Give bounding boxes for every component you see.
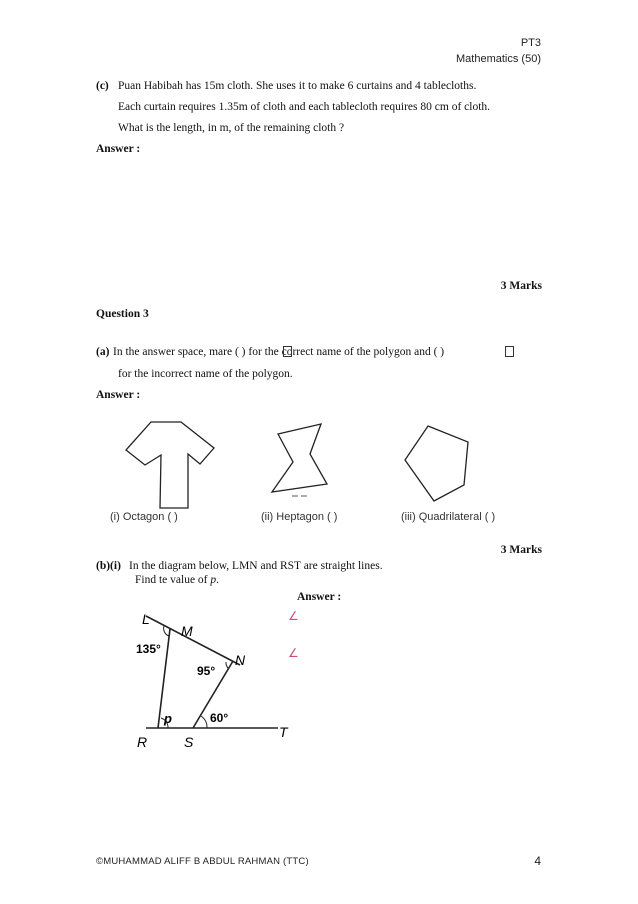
label-L: L (142, 611, 150, 627)
polygon-label-ii: (ii) Heptagon ( ) (261, 511, 338, 523)
polygon-label-iii: (iii) Quadrilateral ( ) (401, 511, 496, 523)
angle-95-label: 95° (197, 664, 216, 678)
label-M: M (181, 623, 193, 639)
header-subject: Mathematics (50) (456, 53, 541, 65)
q3b-variable-p: p (210, 574, 217, 586)
part-c-answer-label: Answer : (96, 143, 141, 155)
missing-glyph-box (505, 346, 514, 357)
angle-135-label: 135° (136, 642, 161, 656)
answer-angle-mark: ∠ (288, 646, 299, 660)
question-3-title: Question 3 (96, 308, 149, 320)
geometry-diagram (128, 606, 308, 756)
q3a-answer-label: Answer : (96, 389, 141, 401)
footer-copyright: ©MUHAMMAD ALIFF B ABDUL RAHMAN (TTC) (96, 856, 309, 867)
part-c-marks: 3 Marks (500, 280, 542, 292)
label-R: R (137, 734, 148, 750)
q3b-line2-prefix: Find te value of (135, 574, 208, 586)
polygon-label-i: (i) Octagon ( ) (110, 511, 178, 523)
polygon-shape-iii (405, 426, 468, 501)
angle-60-label: 60° (210, 711, 229, 725)
q3b-label: (b)(i) (96, 560, 121, 572)
polygon-shape-ii (272, 424, 327, 492)
q3a-marks: 3 Marks (500, 544, 542, 556)
header-code: PT3 (520, 37, 541, 49)
label-N: N (235, 652, 246, 668)
q3a-line2: for the incorrect name of the polygon. (118, 368, 293, 380)
part-c-label: (c) (96, 80, 109, 92)
q3b-line1: In the diagram below, LMN and RST are straight lines. (129, 560, 383, 572)
angle-p-label: p (164, 711, 172, 726)
part-c-line1: Puan Habibah has 15m cloth. She uses it to make 6 curtains and 4 tablecloths. (118, 80, 477, 92)
page-number: 4 (534, 854, 541, 868)
q3b-answer-label: Answer : (297, 591, 342, 603)
label-S: S (184, 734, 194, 750)
q3a-line1: In the answer space, mare ( ) for the correct name of the polygon and ( ) (113, 346, 445, 358)
part-c-line3: What is the length, in m, of the remaining cloth ? (118, 122, 345, 134)
missing-glyph-box (283, 346, 292, 357)
answer-angle-mark: ∠ (288, 609, 299, 623)
q3b-line2: Find te value of p. (135, 574, 219, 586)
q3a-label: (a) (96, 346, 110, 358)
polygon-shape-i (126, 422, 214, 508)
part-c-line2: Each curtain requires 1.35m of cloth and each tablecloth requires 80 cm of cloth. (118, 101, 491, 113)
label-T: T (279, 724, 288, 740)
